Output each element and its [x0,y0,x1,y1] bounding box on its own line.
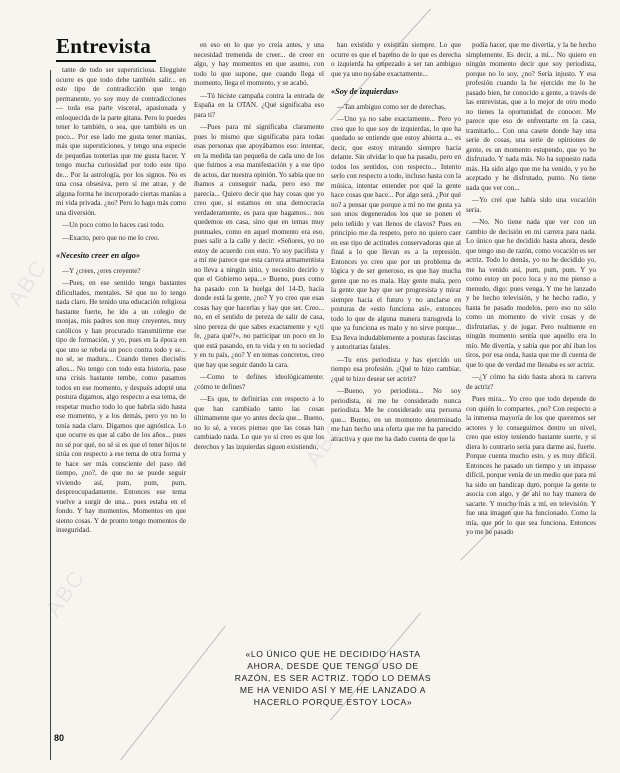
pull-quote: «LO ÚNICO QUE HE DECIDIDO HASTA AHORA, DESDE QUE TENGO USO DE RAZÓN, ES SER ACTRIZ. TODO LO DEMÁS ME HA VENIDO ASÍ Y ME HE LANZADO A HACERLO PORQUE ESTOY LOCA» [234,649,432,707]
paragraph: —No. No tiene nada que ver con un cambio de decisión en mi carrera para nada. Lo único que he decidido hasta ahora, desde que tengo uso de razón, como vocación es ser actriz. Todo lo demás, yo no he decidido yo, me ha venido así, pum, pum, pum. Y yo como estoy un poco loca y no me pienso a menudo, digo: pues venga. Y me he lanzado y he hecho televisión, y he hecho radio, y hasta he pasado modelos, pero eso no sólo como un momento de vivir cosas y de disfrutarlas, y de jugar. Pero realmente en ningún momento sentía que aquello era lo mío. Me divertía, y sabía que por ahí iban los tiros, por esa onda, hasta que me di cuenta de que lo que de verdad me llenaba es ser actriz. [466,218,596,369]
paragraph: —Uno ya no sabe exactamente... Pero yo creo que lo que soy de izquierdas, lo que ha quedado se entiende que estoy abierta a... es decir, que estoy mirando siempre hacia delante. Sin olvidar lo que ha pasado, pero en todos los sentidos, con respecto... Intento serlo con respecto a todo, incluso hasta con la música, intentar entender por qué la gente hace cosas que hace... Por algo será. ¿Por qué no? a pensar que porque a mí no me gusta ya son unos degenerados los que se ponen el pelo teñido y van llenos de clavos? Pues en principio me da respeto, pero no quiero caer en ese tipo de actitudes conservadoras que al final a lo que llevan es a la represión. Entonces yo creo que por un problema de lógica y de ser generoso, es que hay mucha gente que no es mala. Hay gente mala, pero la gente que hay que ser progresista y mirar siempre hacia el futuro y no anclarse en posturas de «esto funciona así», entonces todo lo que de alguna manera transgreda lo que ya funciona es malo y no sirve porque... Esa lleva indudablemente a posturas fascistas y autoritarias fatales. [331,115,461,351]
text-column-4 [466,41,596,731]
paragraph: podía hacer, que me divertía, y la he hecho simplemente. Es decir, a mí... No quiero en ningún momento decir que soy periodista, porque no lo soy, ¿no? Sería injusto. Y esa profesión cuando la he ejercido me lo he pasado bien, he conocido a gente, a través de las entrevistas, que a lo mejor de otro modo no tienes la oportunidad de conocer. Me parece que eso de enfrentarte en la casa, tramitarlo... Con una casete donde hay una serie de cosas, una serie de opiniones de gente, es un momento estupendo, que yo he disfrutado. Y nada más. No ha supuesto nada más. Ha sido algo que me ha venido, y yo he aceptado y he disfrutado, punto. No tiene nada que ver con... [466,41,596,192]
text-column-1 [56,66,186,756]
watermark: ABC [40,564,91,621]
paragraph: —Y ¿crees, ¿eres creyente? [62,266,141,275]
paragraph: —Pues para mí significaba claramente pues lo mismo que significaba para todas esas personas que apoyábamos eso: intentar, en la medida tan pequeña de cada uno de los que fuimos a esa manifestación y a ese tipo de actos, dar nuestra opinión. Yo sabía que no íbamos a conseguir nada, pero eso me parecía... Quiero decir que hay cosas que yo creo que, si estamos en una democracia verdaderamente, es para que hagamos... nos quedemos en casa, sino que en temas muy puntuales, como en aquel momento era eso, pues salir a la calle y decir: «Señores, yo no estoy de acuerdo con esto. Yo soy pacifista y a mí me parece que esta carrera armamentista no lleva a ningún sitio, y necesito decirlo y que el Gobierno sepa...» Bueno, pues como ha pasado con la huelga del 14-D, hacía donde está la gente, ¿no? Y yo creo que esas cosas hay que hacerlas y hay que ser. Creo... no, en el sentido de pereza de salir de casa, sino pereza de que sabes exactamente y «¿ti fe, ¿para qué?», no participar un poco en lo que está pasando, en tu vida y en tu sociedad y en tu país, ¿no? Y en temas concretos, creo que hay que seguir dando la cara. [194,123,324,369]
paragraph: —Yo creí que había sido una vocación seria. [466,196,596,214]
left-margin-rule [50,70,51,760]
paragraph: —Tú hiciste campaña contra la entrada de España en la OTAN. ¿Qué significaba eso para ti? [194,91,324,119]
paragraph: —Un poco como lo haces casi todo. [62,221,165,229]
paragraph: —Bueno, yo periodista... No soy periodista, ni me he considerado nunca periodista. Me he considerado una persona que... Bueno, en un momento determinado me han hecho una oferta que me ha parecido atractiva y que me ha dado cuenta de que la [331,387,461,443]
paragraph: —Tu eres periodista y has ejercido un tiempo esa profesión. ¿Qué te hizo cambiar, ¿qué te hizo desear ser actriz? [331,355,461,383]
paragraph: —Es que, te definirías con respecto a lo que han cambiado tanto las cosas últimamente que yo antes decía que... Bueno, no lo sé, a veces pienso que las cosas han cambiado nada. Lo que yo sí creo es que los derechos y las izquierdas siguen existiendo, [194,395,324,451]
paragraph: —¿Y cómo ha sido hasta ahora tu carrera de actriz? [466,373,596,391]
section-title: Entrevista [56,34,151,58]
paragraph: —Tan ambiguo como ser de derechas. [337,102,446,111]
subheading: «Necesito creer en algo» [56,251,141,260]
page-number: 80 [54,733,65,743]
paragraph: han existido y existirán siempre. Lo que ocurre es que el baremo de lo que es derecha o izquierda ha empezado a ser tan ambiguo que ya uno no sabe exactamente... [331,41,461,78]
text-column-3 [331,41,461,601]
title-underline [56,60,156,62]
text-column-2 [194,41,324,601]
watermark: ABC [2,254,53,311]
paragraph: Pues mira... Yo creo que todo depende de con quién lo compartes, ¿no? Con respecto a la inmensa mayoría de los que queremos ser actores y lo conseguimos dentro un nivel, creo que estoy teniendo bastante suerte, y si diera lo contrario sería para darme asi, fuerte. Porque cuenta mucho esto, y es muy difícil. Entonces he pasado un tiempo y un impasse difícil, porque venía de un medio que para mí ha sido un handicap duro, porque la gente te asocia con algo, y de ahí no hay manera de sacarte. Y mucho más a mí, en televisión. Y fue una imagen que ha funcionado. Como la mía, que por lo que sea funciona. Entonces yo me he pasado [466,395,596,536]
paragraph: —Exacto, pero que no me lo creo. [62,233,160,242]
paragraph: —Como te defines ideológicamente: ¿cómo te defines? [194,373,324,391]
paragraph: —Pues, en ese sentido tengo bastantes dificultades, mentales. Sé que no lo tengo nada claro. He tenido una educación religiosa bastante fuerte, he ido a un colegio de monjas, mis padres son muy creyentes, muy católicos y han procurado transmitirme ese tipo de formación, y yo, pues en la época en que uno se rebela un poco contra todo y se... no sé, se madura... Cuando tienes dieciséis años... No tengo con todo esta historia, pase una crisis bastante tembe, como pasamos todos en ese momento, y después adopté una postura digamos, algo respecto a esa tema, de respetar mucho todo lo que habría sido hasta ese momento, y a los demás, pero yo no lo tenía nada claro. Digamos que agnóstica. Lo que ocurre es que al cabo de los años... pues no sé por qué, no sé si es que el tener hijos te sitúa con respecto a ese tema de otra forma y te hace ser más consciente del paso del tiempo, ¿no?, de que no se puede seguir viviendo así, pum, pum, pum, despreocupadamente. Entonces ese tema vuelve a surgir de una... pues estaba en el fondo. Y hay momentos, Momentos en que siento cosas. Y de pronto tengo momentos de inseguridad. [56,279,186,534]
subheading: «Soy de izquierdas» [331,87,399,96]
paragraph: en eso en lo que yo creía antes, y una necesidad tremenda de creer... de creer en algo, y hay momentos en que asumo, con todo lo que supone, que cuando llega el momento, llega el momento, y se acabó. [194,41,324,87]
watermark: ABC [300,414,351,471]
paragraph: tante de todo ser supersticiosa. Eleggiste ocurre es que todo debe también salir... en este tipo de contradicción que tengo permanente, yo soy muy de contradicciones— toda esa parte visceral, apasionada y enloquecida de la parte gitana. Pero lo puedes tener lo también, o sea, que también es un poco... Por ese lado me gusta tener manías, más que supersticiones, y tengo una especie de pequeñas tonterías que me gusta hacer. Y tengo mucha curiosidad por todo este tipo de... Por la astrología, por los signos. No es una cosa obsesiva, pero sí me atrae, y de alguna forma he incorporado ciertas manías a mi vida privada. ¿no? Pero lo hago más como una diversión. [56,66,186,217]
